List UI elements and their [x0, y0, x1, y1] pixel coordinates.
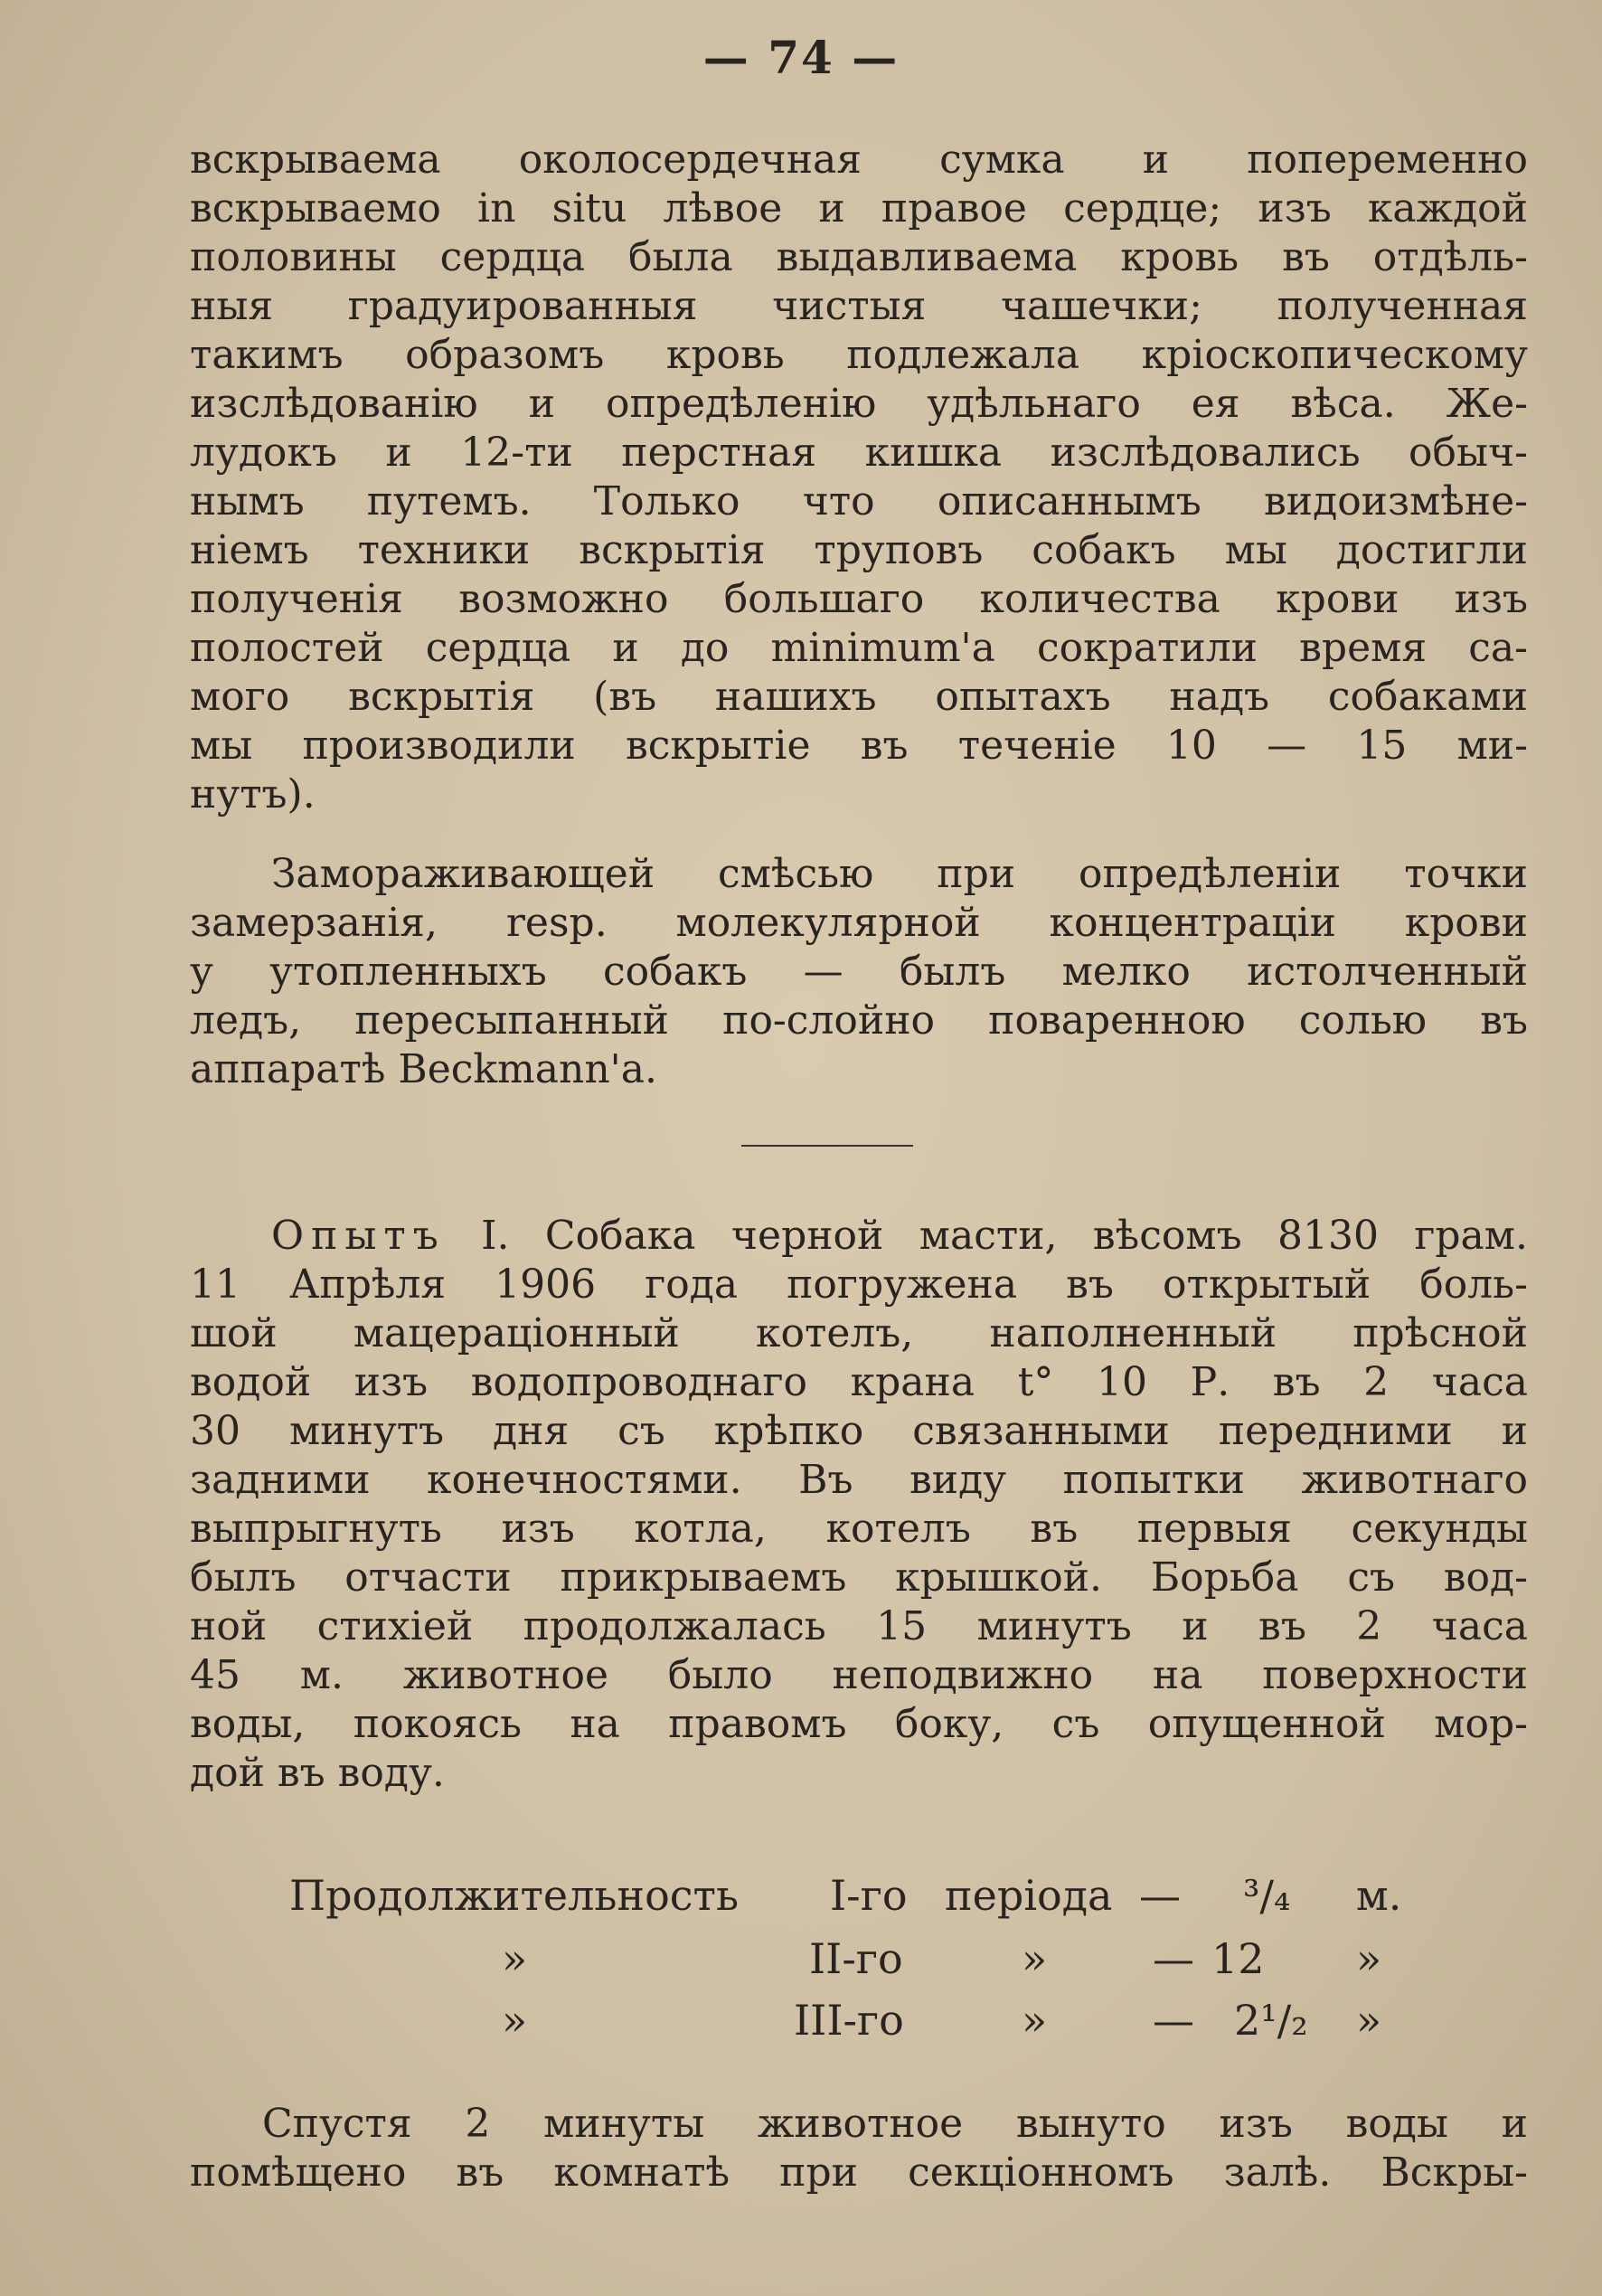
row-label: » — [502, 1934, 528, 1983]
text-line: нымъ путемъ. Только что описаннымъ видоизмѣне- — [190, 478, 1528, 524]
text-line: лудокъ и 12-ти перстная кишка изслѣдовались обыч- — [190, 430, 1528, 476]
text-line: помѣщено въ комнатѣ при секціонномъ залѣ. Вскры- — [190, 2150, 1528, 2196]
row-dash: — — [1153, 1934, 1194, 1983]
text-line: полученія возможно большаго количества крови изъ — [190, 576, 1528, 622]
text-line: вскрываема околосердечная сумка и попеременно — [190, 137, 1528, 183]
row-value: 2¹/₂ — [1234, 1996, 1308, 2045]
row-label: » — [502, 1996, 528, 2045]
text-line: выпрыгнуть изъ котла, котелъ въ первыя секунды — [190, 1506, 1528, 1552]
text-line: 45 м. животное было неподвижно на поверхности — [190, 1652, 1528, 1698]
experiment-label: Опытъ — [271, 1213, 446, 1259]
row-value: 12 — [1211, 1934, 1265, 1983]
text-line: шой мацераціонный котелъ, наполненный прѣсной — [190, 1310, 1528, 1356]
text-line: мы производили вскрытіе въ теченіе 10 — 15 ми- — [190, 723, 1528, 769]
row-label: Продолжительность — [289, 1871, 740, 1920]
text-line: изслѣдованію и опредѣленію удѣльнаго ея вѣса. Же- — [190, 381, 1528, 427]
text-line: половины сердца была выдавливаема кровь въ отдѣль- — [190, 234, 1528, 280]
text-line: полостей сердца и до minimum'а сократили время са- — [190, 625, 1528, 671]
text-line: Замораживающей смѣсью при опредѣленіи точки — [271, 851, 1528, 897]
text-line: мого вскрытія (въ нашихъ опытахъ надъ собаками — [190, 674, 1528, 720]
row-period: II-го — [809, 1934, 903, 1983]
text-line: ледъ, пересыпанный по-слойно поваренною солью въ — [190, 997, 1528, 1044]
text-line: 11 Апрѣля 1906 года погружена въ открытый боль- — [190, 1261, 1528, 1308]
row-unit: » — [1356, 1996, 1382, 2045]
text-line: замерзанія, resp. молекулярной концентраціи крови — [190, 900, 1528, 946]
experiment-heading-line — [271, 1212, 1528, 1261]
row-word: » — [1022, 1996, 1048, 2045]
row-unit: м. — [1356, 1871, 1402, 1920]
text-line: ной стихіей продолжалась 15 минутъ и въ 2 часа — [190, 1603, 1528, 1649]
text-line: водой изъ водопроводнаго крана t° 10 Р. въ 2 часа — [190, 1359, 1528, 1405]
row-dash: — — [1153, 1996, 1194, 2045]
page-number: — 74 — — [702, 31, 900, 84]
text-line: вскрываемо in situ лѣвое и правое сердце; изъ каждой — [190, 185, 1528, 231]
text-line: аппаратѣ Beckmann'а. — [190, 1046, 657, 1092]
row-word: періода — [945, 1871, 1113, 1920]
text-line: воды, покоясь на правомъ боку, съ опущенной мор- — [190, 1701, 1528, 1747]
text-line: такимъ образомъ кровь подлежала кріоскопическому — [190, 332, 1528, 378]
row-period: III-го — [794, 1996, 904, 2045]
row-word: » — [1022, 1934, 1048, 1983]
text-line: дой въ воду. — [190, 1750, 445, 1796]
text-line: ныя градуированныя чистыя чашечки; полученная — [190, 283, 1528, 329]
row-value: ³/₄ — [1243, 1871, 1291, 1920]
text-line: нутъ). — [190, 771, 316, 817]
text-line: у утопленныхъ собакъ — былъ мелко истолченный — [190, 949, 1528, 995]
text-line: 30 минутъ дня съ крѣпко связанными передними и — [190, 1408, 1528, 1454]
row-dash: — — [1139, 1871, 1181, 1920]
text-line: былъ отчасти прикрываемъ крышкой. Борьба съ вод- — [190, 1554, 1528, 1601]
experiment-intro: I. Собака черной масти, вѣсомъ 8130 грам. — [481, 1213, 1528, 1259]
text-line: задними конечностями. Въ виду попытки животнаго — [190, 1457, 1528, 1503]
text-line: Спустя 2 минуты животное вынуто изъ воды и — [262, 2101, 1528, 2147]
row-period: I-го — [830, 1871, 908, 1920]
text-line: ніемъ техники вскрытія труповъ собакъ мы достигли — [190, 527, 1528, 573]
row-unit: » — [1356, 1934, 1382, 1983]
section-divider — [741, 1145, 913, 1147]
